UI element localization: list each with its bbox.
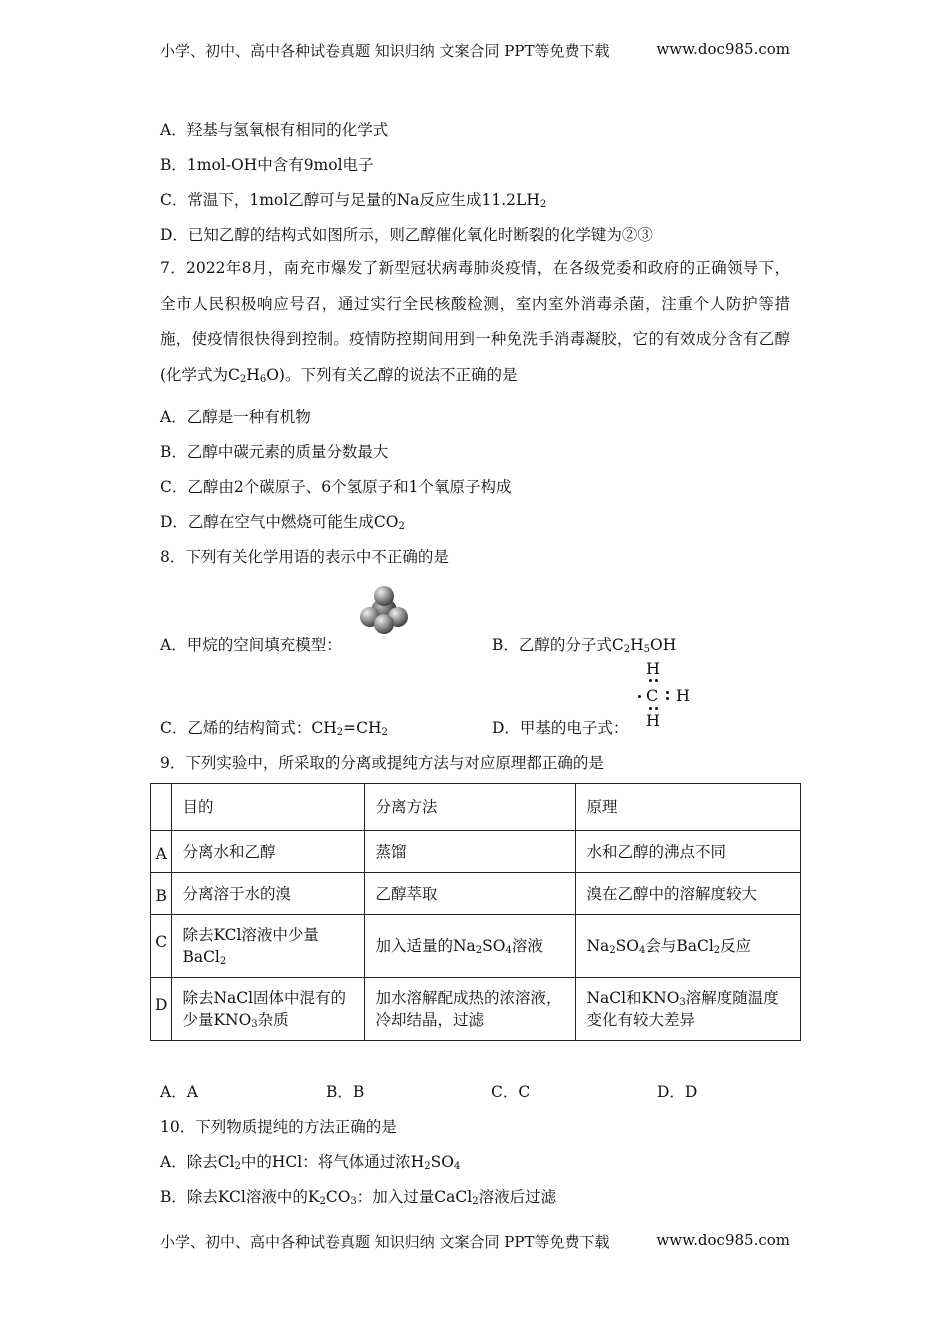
q9-answer-b: B．B <box>326 1083 365 1101</box>
q10-option-a: A．除去$Cl_2$中的HCl：将气体通过浓$H_2SO_4$ <box>160 1153 461 1172</box>
page-header <box>160 40 790 61</box>
q9-answer-c: C．C <box>491 1083 531 1101</box>
table-header: 原理 <box>576 784 801 831</box>
q10-option-b: B．除去KCl溶液中的$K_2CO_3$：加入过量CaCl$_2$溶液后过滤 <box>160 1188 557 1207</box>
methyl-electron-formula: H C H H <box>634 659 694 729</box>
q8-stem: 8．下列有关化学用语的表示中不正确的是 <box>160 548 449 566</box>
table-header: 目的 <box>172 784 365 831</box>
q10-stem: 10．下列物质提纯的方法正确的是 <box>160 1118 397 1136</box>
q9-stem: 9．下列实验中，所采取的分离或提纯方法与对应原理都正确的是 <box>160 754 604 772</box>
table-row: D 除去NaCl固体中混有的少量$KNO_3$杂质 加水溶解配成热的浓溶液，冷却结晶，过滤 NaCl和$KNO_3$溶解度随温度变化有较大差异 <box>151 978 801 1041</box>
q7-option-d: D．乙醇在空气中燃烧可能生成$CO_2$ <box>160 513 405 532</box>
q7-option-a: A．乙醇是一种有机物 <box>160 408 311 426</box>
table-row: B 分离溶于水的溴 乙醇萃取 溴在乙醇中的溶解度较大 <box>151 873 801 915</box>
table-header-row <box>151 784 801 831</box>
q6-option-d: D．已知乙醇的结构式如图所示，则乙醇催化氧化时断裂的化学键为②③ <box>160 226 653 244</box>
q8-option-d: D．甲基的电子式： <box>492 719 629 737</box>
header-left-text: 小学、初中、高中各种试卷真题 知识归纳 文案合同 PPT等免费下载 <box>160 42 610 60</box>
table-header: 分离方法 <box>365 784 576 831</box>
table-row: C 除去KCl溶液中少量BaCl$_2$ 加入适量的$Na_2SO_4$溶液 $Na_2SO_4$会与BaCl$_2$反应 <box>151 915 801 978</box>
page-footer <box>160 1231 790 1252</box>
table-row: A 分离水和乙醇 蒸馏 水和乙醇的沸点不同 <box>151 831 801 873</box>
q6-option-c: C．常温下，1mol乙醇可与足量的Na反应生成$11.2LH_2$ <box>160 191 547 210</box>
q8-option-c: C．乙烯的结构简式：$CH_2=CH_2$ <box>160 719 388 738</box>
q9-table <box>150 783 801 1041</box>
q8-option-b: B．乙醇的分子式$C_2H_5OH$ <box>492 636 677 655</box>
table-header-blank <box>151 784 172 831</box>
q7-option-c: C．乙醇由2个碳原子、6个氢原子和1个氧原子构成 <box>160 478 512 496</box>
q7-stem: 7．2022年8月，南充市爆发了新型冠状病毒肺炎疫情，在各级党委和政府的正确领导下，全市人民积极响应号召，通过实行全民核酸检测，室内室外消毒杀菌，注重个人防护等措施，使疫情很快得到控制。疫情防控期间用到一种免洗手消毒凝胶，它的有效成分含有乙醇(化学式为$C_2H_6O$)。下列有关乙醇的说法不正确的是 <box>160 259 790 385</box>
q6-option-b: B．1mol-OH中含有9mol电子 <box>160 156 374 174</box>
header-url[interactable]: www.doc985.com <box>656 40 790 58</box>
q7-option-b: B．乙醇中碳元素的质量分数最大 <box>160 443 389 461</box>
footer-url[interactable]: www.doc985.com <box>656 1231 790 1249</box>
q9-answer-a: A．A <box>160 1083 198 1101</box>
q8-option-a: A．甲烷的空间填充模型： <box>160 636 342 654</box>
methane-space-filling-model <box>358 585 410 637</box>
q6-option-a: A．羟基与氢氧根有相同的化学式 <box>160 121 389 139</box>
footer-left-text: 小学、初中、高中各种试卷真题 知识归纳 文案合同 PPT等免费下载 <box>160 1233 610 1251</box>
q9-answer-d: D．D <box>657 1083 698 1101</box>
